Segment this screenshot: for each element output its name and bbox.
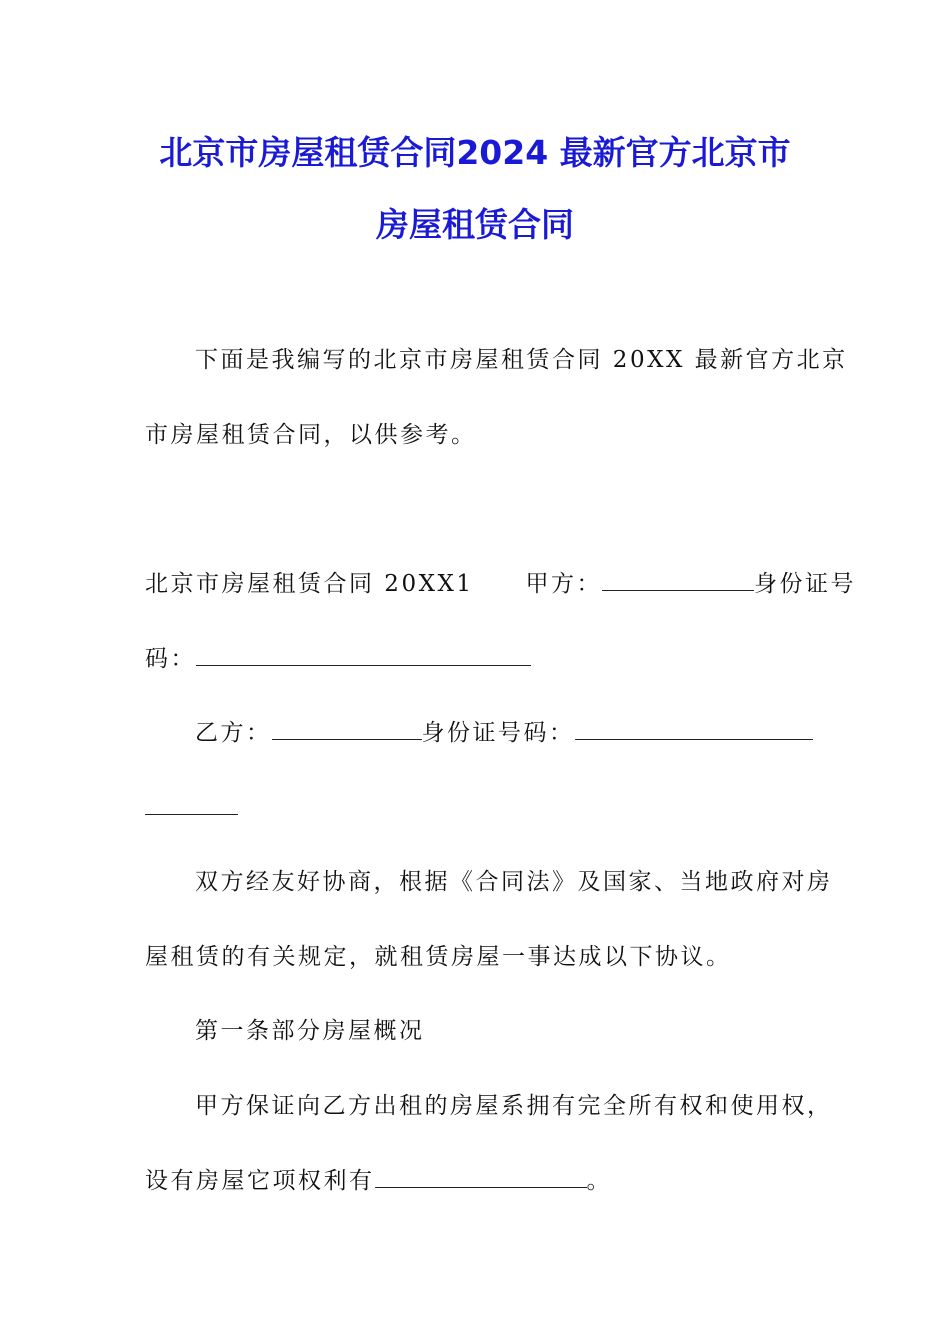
party-a-line xyxy=(145,568,856,599)
article-1-heading: 第一条部分房屋概况 xyxy=(195,1018,425,1044)
property-rights-blank[interactable] xyxy=(375,1165,587,1188)
party-b-id-blank[interactable] xyxy=(575,717,813,740)
intro-paragraph-line-1: 下面是我编写的北京市房屋租赁合同 20XX 最新官方北京 xyxy=(195,347,848,373)
party-a-label: 甲方： xyxy=(525,571,602,597)
party-b-id-line-cont xyxy=(145,792,810,823)
article-1-line-2-prefix: 设有房屋它项权利有 xyxy=(145,1168,375,1194)
party-a-id-label: 身份证号 xyxy=(753,571,856,597)
intro-paragraph-line-2: 市房屋租赁合同，以供参考。 xyxy=(145,422,477,448)
party-b-label: 乙方： xyxy=(195,720,272,746)
article-1-line-2 xyxy=(145,1165,810,1196)
party-b-name-blank[interactable] xyxy=(272,717,422,740)
party-a-name-blank[interactable] xyxy=(602,568,754,591)
article-1-line-1: 甲方保证向乙方出租的房屋系拥有完全所有权和使用权， xyxy=(195,1093,833,1119)
document-title-line-2: 房屋租赁合同 xyxy=(376,205,574,244)
party-b-line xyxy=(195,717,810,748)
contract-heading: 北京市房屋租赁合同 20XX1 xyxy=(145,571,474,597)
agreement-paragraph-line-2: 屋租赁的有关规定，就租赁房屋一事达成以下协议。 xyxy=(145,944,732,970)
party-a-id-blank[interactable] xyxy=(196,643,531,666)
agreement-paragraph-line-1: 双方经友好协商，根据《合同法》及国家、当地政府对房 xyxy=(195,869,833,895)
party-a-id-line xyxy=(145,643,810,674)
party-b-id-label: 身份证号码： xyxy=(421,720,575,746)
party-b-id-blank-cont[interactable] xyxy=(145,792,238,815)
document-title-line-1: 北京市房屋租赁合同2024 最新官方北京市 xyxy=(159,133,791,172)
party-a-id-label-cont: 码： xyxy=(145,646,196,672)
article-1-line-2-suffix: 。 xyxy=(586,1168,612,1194)
